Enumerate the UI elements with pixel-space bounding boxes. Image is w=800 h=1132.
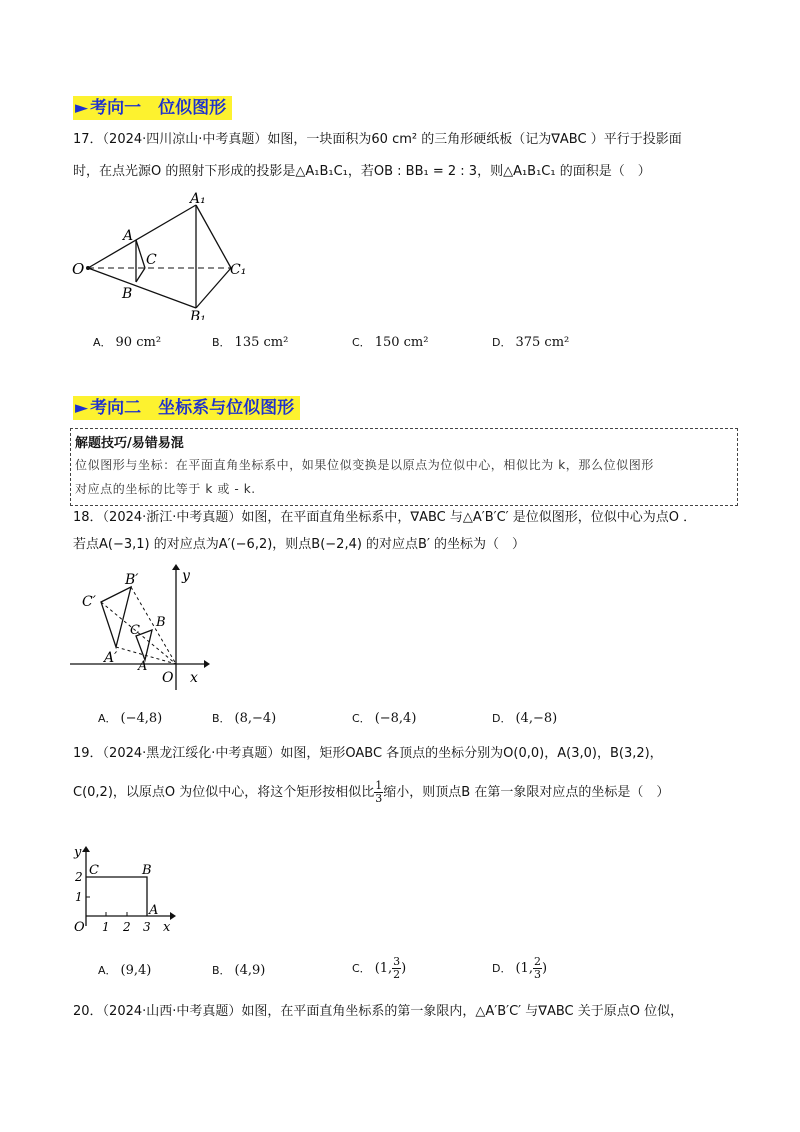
label-O: O — [74, 920, 85, 935]
label-A: A — [123, 228, 134, 244]
label-x: x — [163, 920, 171, 935]
q19-figure — [70, 842, 180, 936]
option-value-pre: (1, — [515, 961, 533, 976]
option-value: (9,4) — [120, 963, 152, 978]
y-axis-arrow-icon — [172, 564, 180, 570]
option-label: C． — [352, 336, 371, 349]
tick-label-x2: 2 — [123, 920, 131, 934]
q19-option-d[interactable] — [492, 956, 547, 981]
q17-figure — [68, 190, 268, 320]
edge-A1C1 — [196, 205, 231, 268]
label-Bp: B′ — [125, 572, 139, 588]
triangle-right-icon: ► — [75, 398, 89, 418]
q17-line-1: 17．（2024·四川凉山·中考真题）如图，一块面积为60 cm² 的三角形硬纸板（记为∇ABC ）平行于投影面 — [73, 132, 682, 147]
label-B: B — [156, 615, 166, 630]
q18-option-b[interactable] — [212, 710, 276, 726]
option-label: B． — [212, 964, 231, 977]
section-heading-2 — [73, 396, 300, 420]
option-value: 375 cm² — [515, 335, 570, 350]
tick-label-x3: 3 — [143, 920, 151, 934]
y-axis-arrow-icon — [82, 846, 90, 852]
edge-BC — [136, 268, 145, 282]
triangle-right-icon: ► — [75, 98, 89, 118]
option-value: 150 cm² — [374, 335, 429, 350]
option-value: 135 cm² — [234, 335, 289, 350]
label-C: C — [130, 623, 140, 638]
tick-label-y1: 1 — [75, 890, 83, 904]
label-x: x — [190, 670, 198, 686]
option-label: B． — [212, 712, 231, 725]
frac-den: 2 — [393, 968, 401, 981]
q19-option-b[interactable] — [212, 962, 265, 978]
label-O: O — [72, 260, 85, 278]
option-label: D． — [492, 962, 512, 975]
q19-option-a[interactable] — [98, 962, 151, 978]
option-label: A． — [98, 712, 117, 725]
frac-den: 3 — [375, 792, 383, 805]
option-value-pre: (1, — [374, 961, 393, 976]
q19-line-2b: 缩小，则顶点B 在第一象限对应点的坐标是（ ） — [383, 785, 670, 800]
label-C1: C₁ — [230, 262, 247, 278]
label-A: A — [149, 903, 159, 918]
option-fraction — [533, 956, 542, 981]
q17-option-a[interactable] — [93, 334, 161, 350]
option-label: C． — [352, 962, 371, 975]
x-axis-arrow-icon — [170, 912, 176, 920]
frac-num: 2 — [533, 955, 541, 968]
q18-option-d[interactable] — [492, 710, 557, 726]
option-value: (−8,4) — [374, 711, 417, 726]
q17-option-d[interactable] — [492, 334, 569, 350]
q18-line-2: 若点A(−3,1) 的对应点为A′(−6,2)，则点B(−2,4) 的对应点B′ 的坐标为（ ） — [73, 537, 526, 552]
frac-num: 3 — [393, 955, 401, 968]
option-value-post: ) — [541, 961, 548, 976]
q19-line-2 — [73, 780, 669, 805]
tick-label-y2: 2 — [75, 870, 83, 884]
label-B1: B₁ — [190, 309, 206, 320]
q18-figure — [70, 562, 210, 690]
edge-B1C1 — [196, 268, 231, 308]
label-O: O — [162, 670, 174, 686]
option-label: D． — [492, 712, 512, 725]
point-O — [86, 266, 90, 270]
label-B: B — [122, 286, 133, 302]
frac-den: 3 — [533, 968, 541, 981]
tip-line-2: 对应点的坐标的比等于 k 或 - k. — [75, 482, 256, 496]
line-OB1 — [88, 268, 196, 308]
option-fraction — [392, 956, 401, 981]
label-Ap: A′ — [104, 650, 118, 666]
label-C: C — [146, 252, 157, 268]
section-title-2: 考向二 坐标系与位似图形 — [90, 398, 295, 418]
option-label: A． — [93, 336, 112, 349]
label-Cp: C′ — [82, 594, 96, 610]
option-value: (4,−8) — [515, 711, 558, 726]
q17-option-c[interactable] — [352, 334, 428, 350]
option-value: (8,−4) — [234, 711, 277, 726]
label-y: y — [182, 568, 190, 584]
option-label: A． — [98, 964, 117, 977]
q17-option-b[interactable] — [212, 334, 288, 350]
q19-line-1: 19．（2024·黑龙江绥化·中考真题）如图，矩形OABC 各顶点的坐标分别为O(0,0)，A(3,0)，B(3,2)， — [73, 746, 663, 761]
tip-title: 解题技巧/易错易混 — [75, 436, 184, 451]
q19-line-2a: C(0,2)，以原点O 为位似中心，将这个矩形按相似比 — [73, 785, 375, 800]
q19-option-c[interactable] — [352, 956, 406, 981]
label-B: B — [142, 863, 152, 878]
q18-option-a[interactable] — [98, 710, 162, 726]
edge-AC — [136, 240, 145, 268]
x-axis-arrow-icon — [204, 660, 210, 668]
label-A1: A₁ — [190, 191, 206, 207]
q20-line-1: 20．（2024·山西·中考真题）如图，在平面直角坐标系的第一象限内，△A′B′C′ 与∇ABC 关于原点O 位似， — [73, 1004, 684, 1019]
option-value: (4,9) — [234, 963, 266, 978]
fraction-one-third — [374, 780, 383, 805]
option-label: D． — [492, 336, 512, 349]
tick-label-x1: 1 — [102, 920, 110, 934]
section-title-1: 考向一 位似图形 — [90, 98, 227, 118]
frac-num: 1 — [375, 779, 383, 792]
q18-option-c[interactable] — [352, 710, 416, 726]
label-A: A — [138, 659, 148, 674]
option-label: B． — [212, 336, 231, 349]
option-value: (−4,8) — [120, 711, 163, 726]
triangle-ApBpCp — [101, 587, 131, 647]
option-value: 90 cm² — [115, 335, 162, 350]
rectangle-OABC — [86, 877, 147, 916]
label-y: y — [74, 845, 82, 860]
option-label: C． — [352, 712, 371, 725]
label-C: C — [89, 863, 99, 878]
tip-line-1: 位似图形与坐标：在平面直角坐标系中，如果位似变换是以原点为位似中心，相似比为 k，那么位似图形 — [75, 458, 654, 472]
q18-line-1: 18．（2024·浙江·中考真题）如图，在平面直角坐标系中，∇ABC 与△A′B′C′ 是位似图形，位似中心为点O ． — [73, 510, 697, 525]
section-heading-1 — [73, 96, 232, 120]
option-value-post: ) — [401, 961, 407, 976]
q17-line-2: 时，在点光源O 的照射下形成的投影是△A₁B₁C₁，若OB : BB₁ = 2 : 3，则△A₁B₁C₁ 的面积是（ ） — [73, 164, 651, 179]
